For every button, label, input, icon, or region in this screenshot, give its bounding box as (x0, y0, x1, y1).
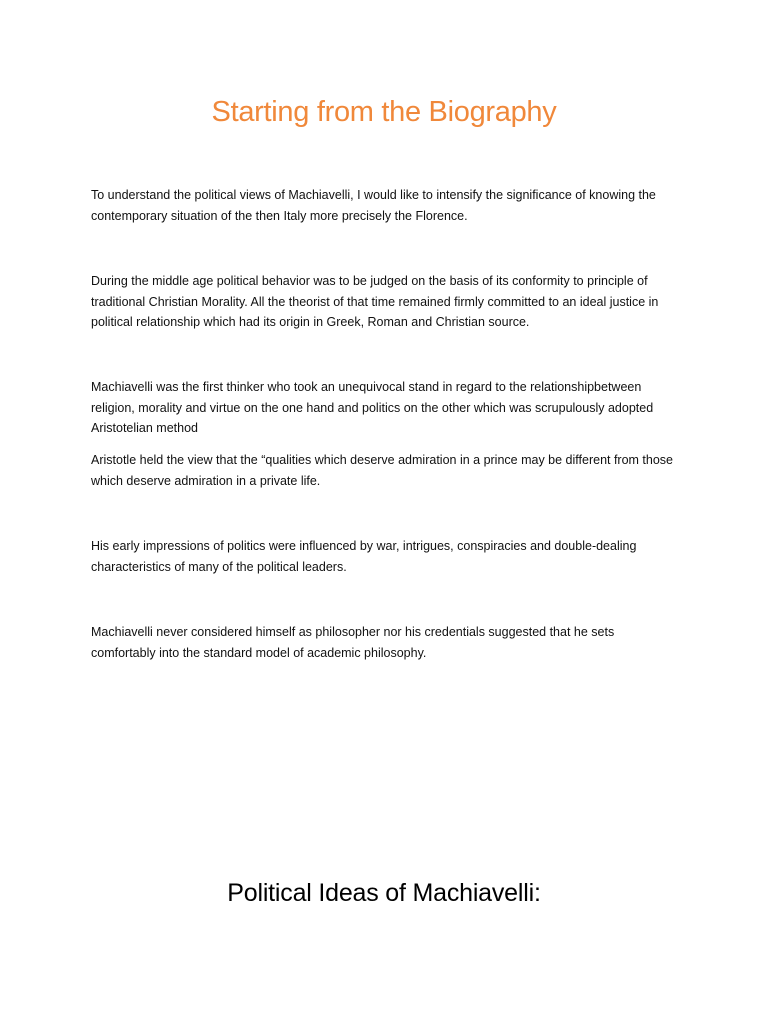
paragraph: Machiavelli never considered himself as philosopher nor his credentials suggested that he sets comfortably into the standard model of academic philosophy. (91, 625, 615, 660)
section-heading-political-ideas: Political Ideas of Machiavelli: (227, 879, 541, 907)
paragraph: Machiavelli was the first thinker who took an unequivocal stand in regard to the relationshipbetween religion, morality and virtue on the one hand and politics on the other which was scrupulously adopted Aristotelian method (91, 380, 654, 435)
paragraph: To understand the political views of Machiavelli, I would like to intensify the significance of knowing the contemporary situation of the then Italy more precisely the Florence. (91, 188, 656, 223)
paragraph: Aristotle held the view that the “qualities which deserve admiration in a prince may be different from those which deserve admiration in a private life. (91, 453, 674, 488)
section-heading-biography: Starting from the Biography (211, 96, 557, 128)
paragraph: During the middle age political behavior was to be judged on the basis of its conformity to principle of traditional Christian Morality. All the theorist of that time remained firmly committed to an ideal justice in political relationship which had its origin in Greek, Roman and Christian source. (91, 274, 659, 329)
paragraph: His early impressions of politics were influenced by war, intrigues, conspiracies and double-dealing characteristics of many of the political leaders. (91, 539, 637, 574)
